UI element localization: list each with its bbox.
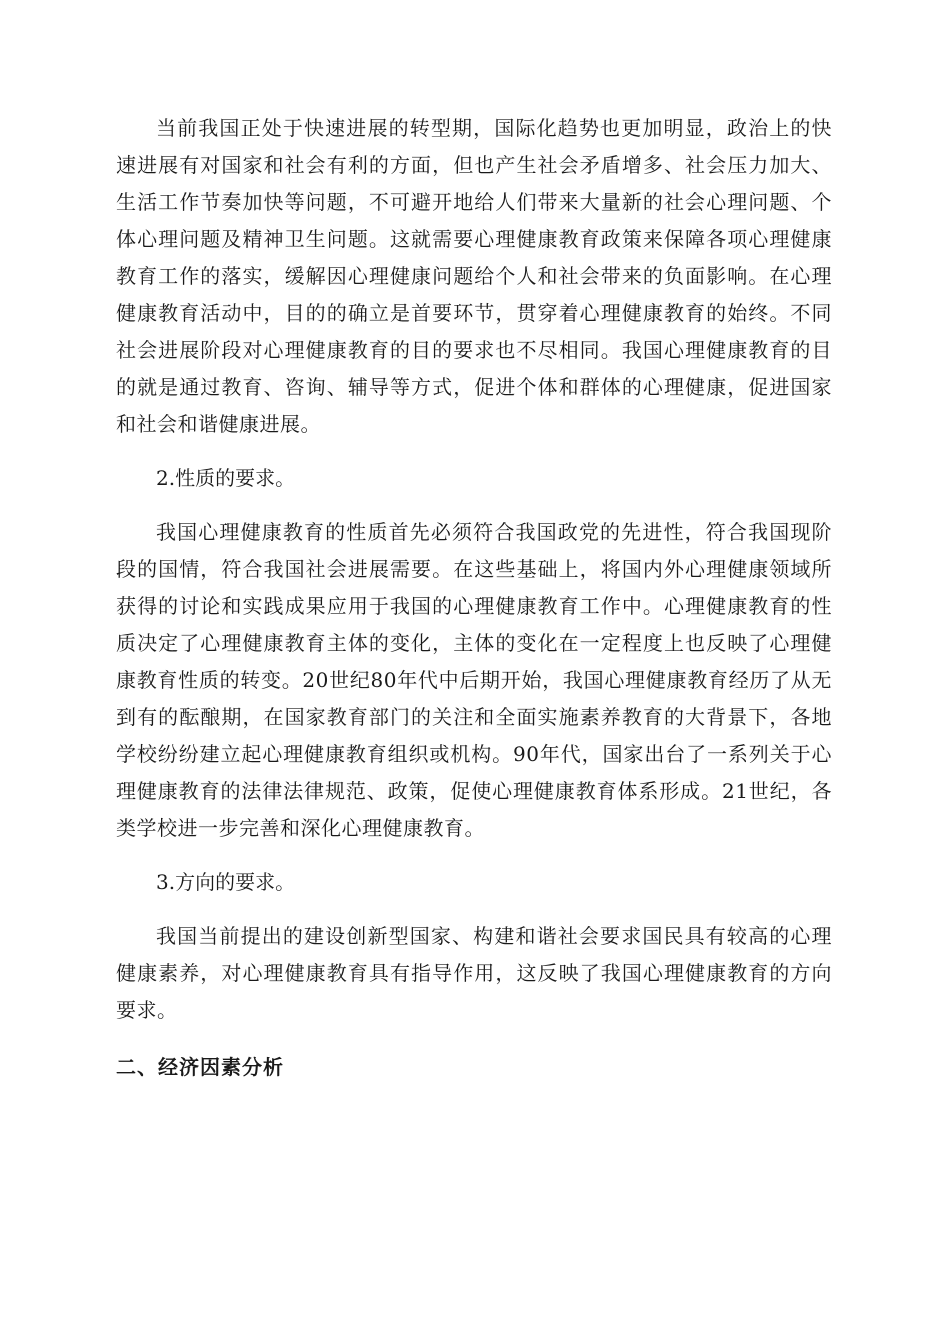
subheading-nature: 2.性质的要求。: [156, 466, 296, 490]
document-page: [116, 110, 832, 1086]
paragraph-direction: 我国当前提出的建设创新型国家、构建和谐社会要求国民具有较高的心理健康素养，对心理健康教育具有指导作用，这反映了我国心理健康教育的方向要求。: [116, 924, 832, 1022]
paragraph-nature: 我国心理健康教育的性质首先必须符合我国政党的先进性，符合我国现阶段的国情，符合我国社会进展需要。在这些基础上，将国内外心理健康领域所获得的讨论和实践成果应用于我国的心理健康教育工作中。心理健康教育的性质决定了心理健康教育主体的变化，主体的变化在一定程度上也反映了心理健康教育性质的转变。20世纪80年代中后期开始，我国心理健康教育经历了从无到有的酝酿期，在国家教育部门的关注和全面实施素养教育的大背景下，各地学校纷纷建立起心理健康教育组织或机构。90年代，国家出台了一系列关于心理健康教育的法律法律规范、政策，促使心理健康教育体系形成。21世纪，各类学校进一步完善和深化心理健康教育。: [116, 520, 832, 840]
section-heading-economic: 二、经济因素分析: [116, 1055, 284, 1079]
paragraph-purpose: 当前我国正处于快速进展的转型期，国际化趋势也更加明显，政治上的快速进展有对国家和社会有利的方面，但也产生社会矛盾增多、社会压力加大、生活工作节奏加快等问题，不可避开地给人们带来大量新的社会心理问题、个体心理问题及精神卫生问题。这就需要心理健康教育政策来保障各项心理健康教育工作的落实，缓解因心理健康问题给个人和社会带来的负面影响。在心理健康教育活动中，目的的确立是首要环节，贯穿着心理健康教育的始终。不同社会进展阶段对心理健康教育的目的要求也不尽相同。我国心理健康教育的目的就是通过教育、咨询、辅导等方式，促进个体和群体的心理健康，促进国家和社会和谐健康进展。: [116, 116, 832, 436]
subheading-direction: 3.方向的要求。: [156, 870, 296, 894]
